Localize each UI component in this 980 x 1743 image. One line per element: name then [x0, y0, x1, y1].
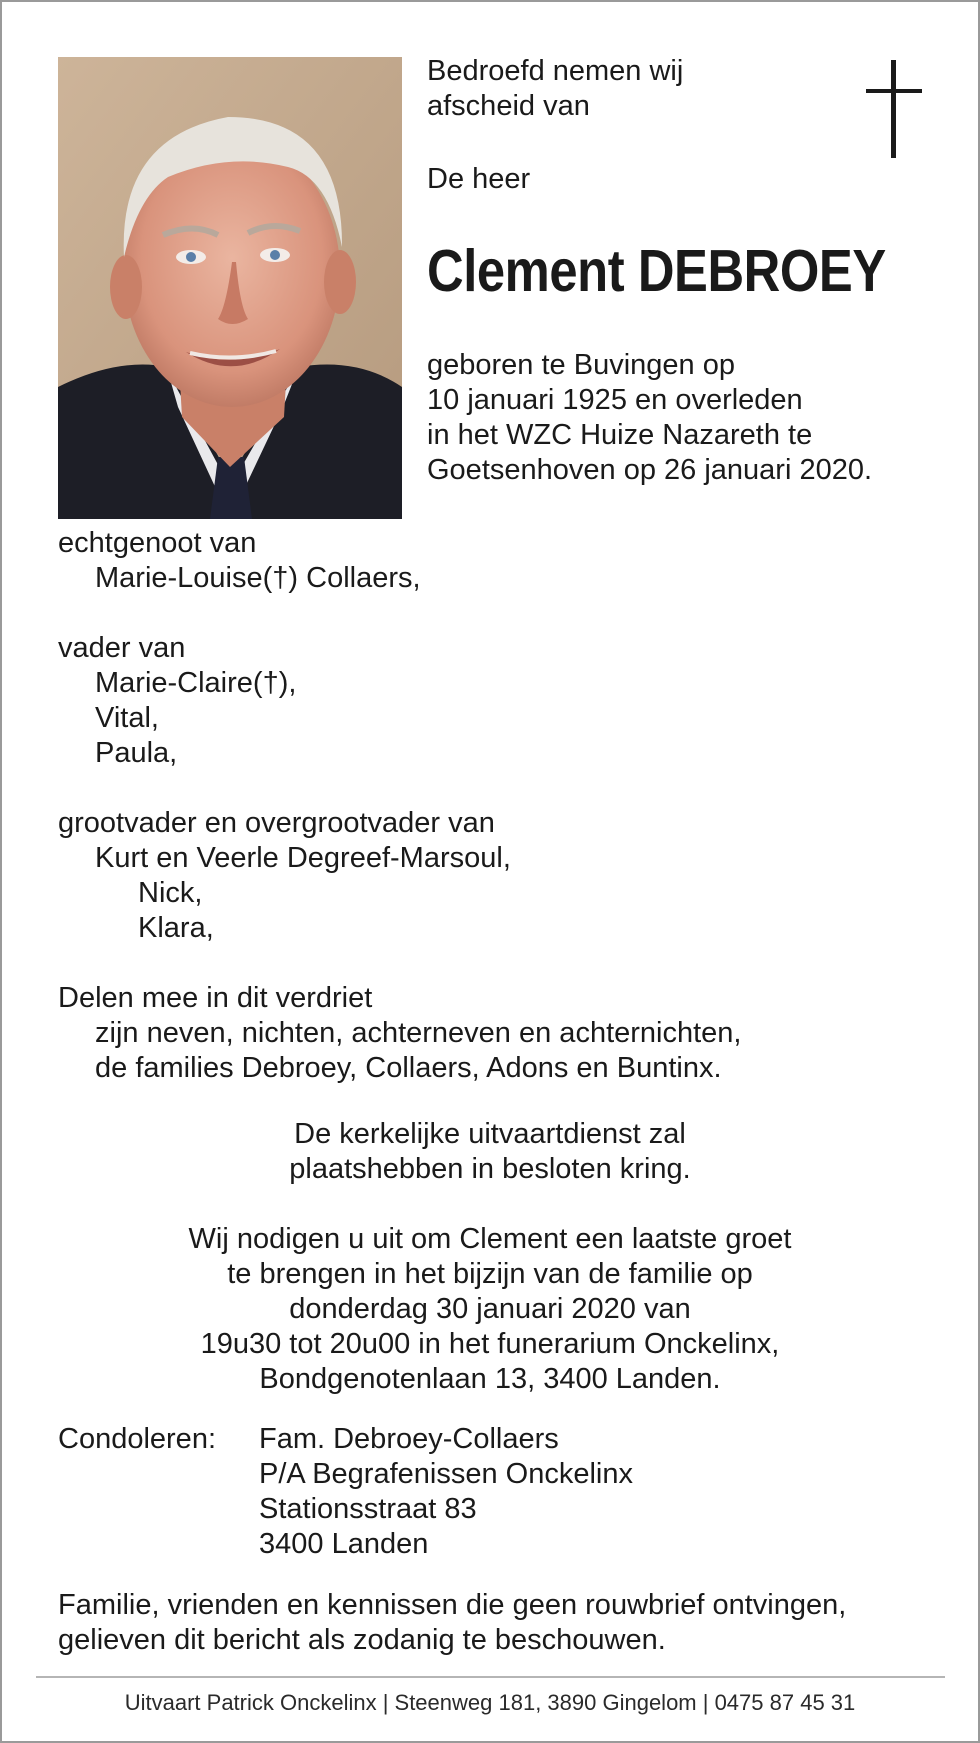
condolence-label: Condoleren:: [58, 1423, 216, 1455]
relatives-heading: Delen mee in dit verdriet: [58, 982, 373, 1014]
portrait-photo: [58, 57, 402, 519]
latin-cross-icon: [866, 60, 922, 158]
intro-text: Bedroefd nemen wij afscheid van: [427, 55, 684, 122]
grandchildren-heading: grootvader en overgrootvader van: [58, 807, 495, 839]
family-list: [58, 526, 741, 1086]
deceased-name: Clement DEBROEY: [427, 238, 886, 304]
closing-note: Familie, vrienden en kennissen die geen rouwbrief ontvingen, gelieven dit bericht als zodanig te beschouwen.: [58, 1589, 847, 1656]
great-grandchild-name: Klara,: [138, 912, 214, 944]
funeral-service-notice: De kerkelijke uitvaartdienst zal plaatshebben in besloten kring.: [289, 1118, 691, 1185]
spouse-name: Marie-Louise(†) Collaers,: [95, 562, 421, 594]
child-name: Marie-Claire(†),: [95, 667, 297, 699]
condolence-line: Stationsstraat 83: [259, 1493, 477, 1525]
condolence-line: 3400 Landen: [259, 1528, 429, 1560]
funeral-home-footer: Uitvaart Patrick Onckelinx | Steenweg 181, 3890 Gingelom | 0475 87 45 31: [124, 1690, 856, 1715]
grandchild-couple: Kurt en Veerle Degreef-Marsoul,: [95, 842, 511, 874]
great-grandchild-name: Nick,: [138, 877, 203, 909]
footer-divider: [36, 1676, 945, 1678]
salutation: De heer: [427, 163, 531, 195]
relatives-line: zijn neven, nichten, achterneven en achternichten,: [95, 1017, 742, 1049]
condolence-line: Fam. Debroey-Collaers: [259, 1423, 559, 1455]
condolence-line: P/A Begrafenissen Onckelinx: [259, 1458, 633, 1490]
child-name: Paula,: [95, 737, 178, 769]
spouse-heading: echtgenoot van: [58, 527, 257, 559]
portrait-image: [58, 57, 402, 519]
visitation-invitation: Wij nodigen u uit om Clement een laatste groet te brengen in het bijzijn van de familie op donderdag 30 januari 2020 van 19u30 tot 20u00 in het funerarium Onckelinx, Bondgenotenlaan 13, 3400 Landen.: [188, 1223, 792, 1395]
children-heading: vader van: [58, 632, 186, 664]
birth-death-details: geboren te Buvingen op 10 januari 1925 en overleden in het WZC Huize Nazareth te Goetsenhoven op 26 januari 2020.: [427, 349, 873, 486]
child-name: Vital,: [95, 702, 159, 734]
relatives-line: de families Debroey, Collaers, Adons en Buntinx.: [95, 1052, 722, 1084]
